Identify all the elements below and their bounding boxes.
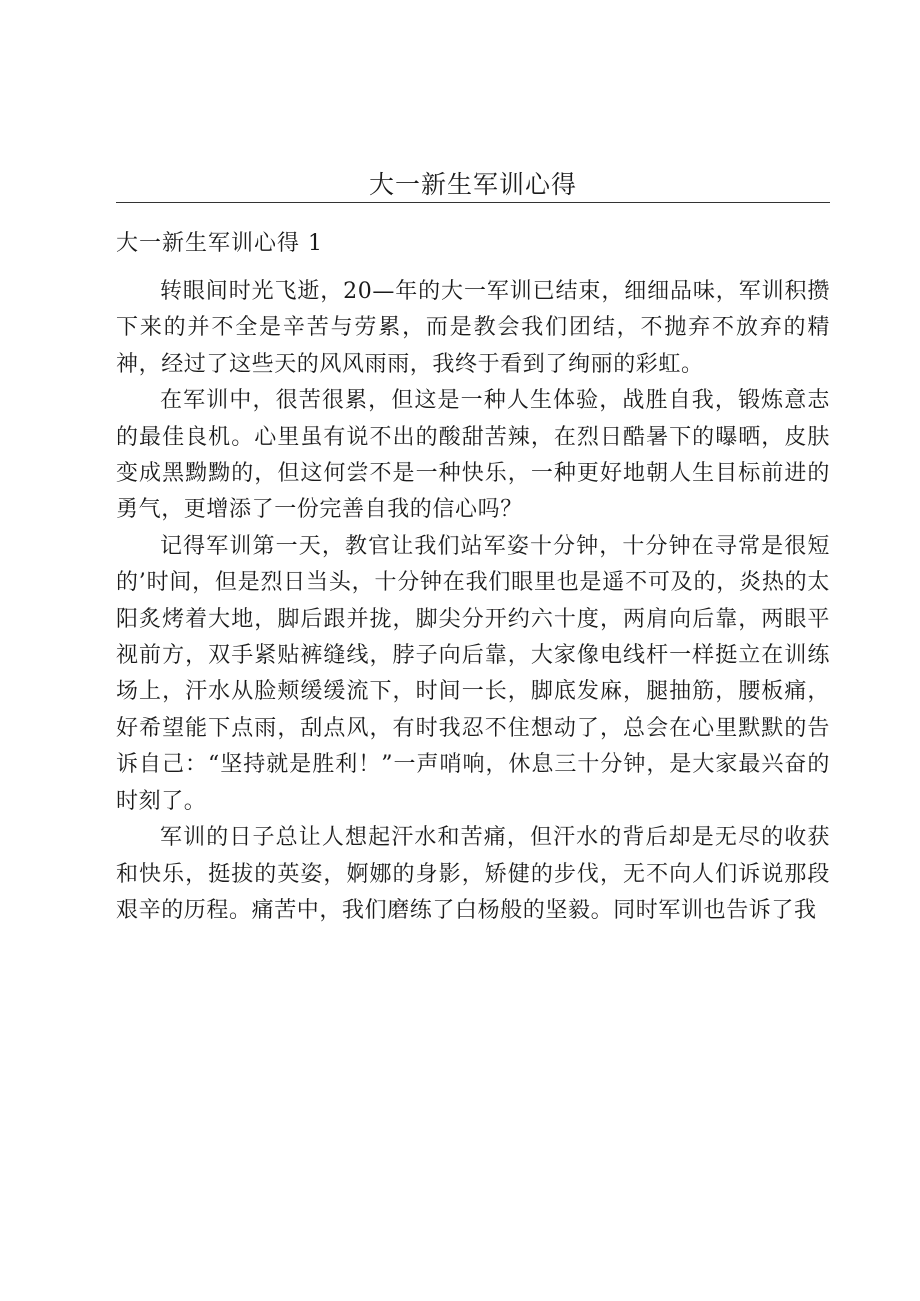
- document-body: [116, 274, 830, 929]
- paragraph: 转眼间时光飞逝，20—年的大一军训已结束，细细品味，军训积攒下来的并不全是辛苦与劳累，而是教会我们团结，不抛弃不放弃的精神，经过了这些天的风风雨雨，我终于看到了绚丽的彩虹。: [116, 279, 830, 377]
- section-subtitle: 大一新生军训心得 1: [116, 231, 323, 256]
- paragraph: 记得军训第一天，教官让我们站军姿十分钟，十分钟在寻常是很短的’时间，但是烈日当头，十分钟在我们眼里也是遥不可及的，炎热的太阳炙烤着大地，脚后跟并拢，脚尖分开约六十度，两肩向后靠，两眼平视前方，双手紧贴裤缝线，脖子向后靠，大家像电线杆一样挺立在训练场上，汗水从脸颊缓缓流下，时间一长，脚底发麻，腿抽筋，腰板痛，好希望能下点雨，刮点风，有时我忍不住想动了，总会在心里默默的告诉自己：“坚持就是胜利！”一声哨响，休息三十分钟，是大家最兴奋的时刻了。: [116, 533, 830, 814]
- paragraph: 军训的日子总让人想起汗水和苦痛，但汗水的背后却是无尽的收获和快乐，挺拔的英姿，婀娜的身影，矫健的步伐，无不向人们诉说那段艰辛的历程。痛苦中，我们磨练了白杨般的坚毅。同时军训也告诉了我: [116, 825, 830, 923]
- paragraph: 在军训中，很苦很累，但这是一种人生体验，战胜自我，锻炼意志的最佳良机。心里虽有说不出的酸甜苦辣，在烈日酷暑下的曝晒，皮肤变成黑黝黝的，但这何尝不是一种快乐，一种更好地朝人生目标前进的勇气，更增添了一份完善自我的信心吗？: [116, 388, 830, 523]
- title-divider: [116, 202, 830, 203]
- document-title: 大一新生军训心得: [368, 170, 577, 199]
